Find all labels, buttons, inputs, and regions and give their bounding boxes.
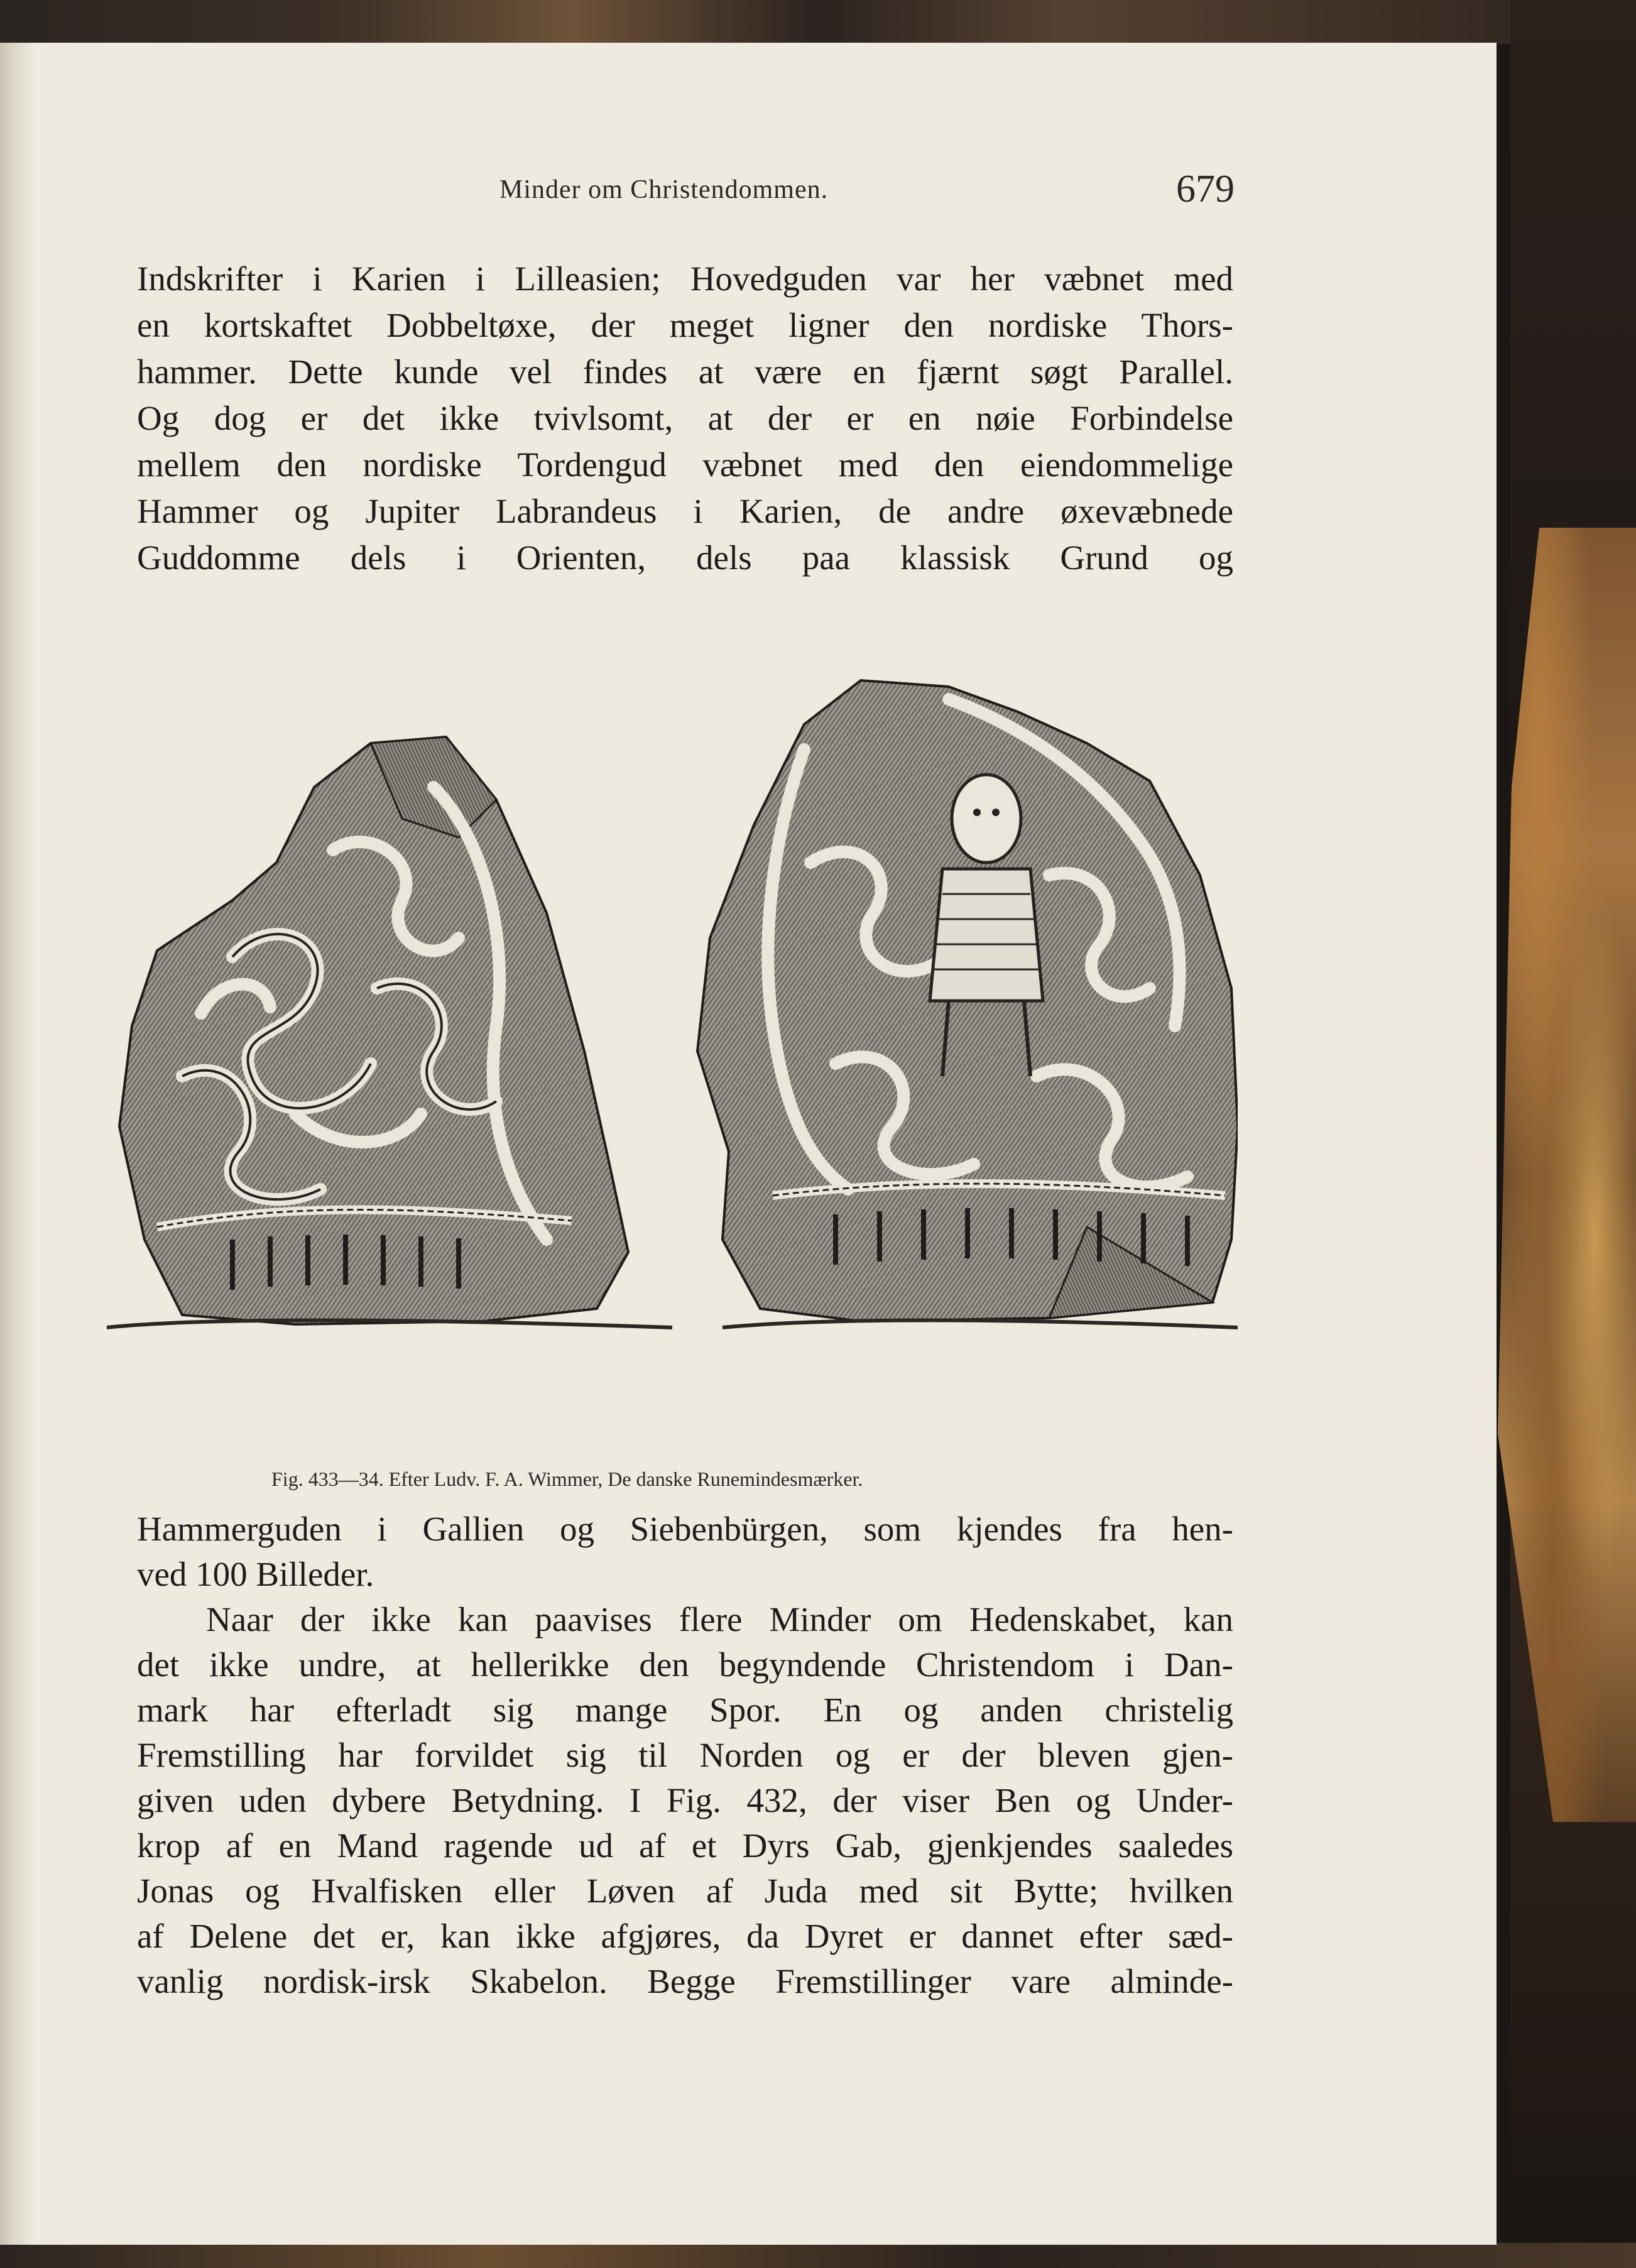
- text-line: Hammerguden i Gallien og Siebenbürgen, som kjendes fra hen-: [137, 1510, 1233, 1548]
- text-line: Naar der ikke kan paavises flere Minder om Hedenskabet, kan: [206, 1600, 1233, 1638]
- left-runestone: [107, 737, 672, 1328]
- text-line: Jonas og Hvalfisken eller Løven af Juda med sit Bytte; hvilken: [137, 1872, 1233, 1910]
- runestone-illustration: [107, 674, 1238, 1459]
- text-line: given uden dybere Betydning. I Fig. 432, der viser Ben og Under-: [137, 1781, 1233, 1819]
- text-line: Hammer og Jupiter Labrandeus i Karien, de andre øxevæbnede: [137, 492, 1233, 530]
- page-number: 679: [1176, 168, 1235, 210]
- page-gutter-shadow: [0, 43, 35, 2245]
- book-page: [0, 43, 1497, 2245]
- text-line: en kortskaftet Dobbeltøxe, der meget ligner den nordiske Thors-: [137, 306, 1233, 344]
- text-line: vanlig nordisk-irsk Skabelon. Begge Fremstillinger vare alminde-: [137, 1962, 1233, 2000]
- text-line: hammer. Dette kunde vel findes at være en fjærnt søgt Parallel.: [137, 352, 1233, 391]
- text-line: krop af en Mand ragende ud af et Dyrs Gab, gjenkjendes saaledes: [137, 1826, 1233, 1865]
- book-cover-bottom-edge: [0, 2243, 1636, 2268]
- text-line: Og dog er det ikke tvivlsomt, at der er en nøie Forbindelse: [137, 399, 1233, 437]
- text-line: mark har efterladt sig mange Spor. En og anden christelig: [137, 1691, 1233, 1729]
- text-line: Guddomme dels i Orienten, dels paa klassisk Grund og: [137, 538, 1233, 577]
- text-line: ved 100 Billeder.: [137, 1555, 374, 1593]
- right-runestone: [697, 680, 1238, 1328]
- text-line: mellem den nordiske Tordengud væbnet med den eiendommelige: [137, 445, 1233, 484]
- text-line: Fremstilling har forvildet sig til Norden og er der bleven gjen-: [137, 1736, 1233, 1774]
- running-header: Minder om Christendommen.: [499, 175, 829, 204]
- text-line: det ikke undre, at hellerikke den begyndende Christendom i Dan-: [137, 1645, 1233, 1684]
- text-line: Indskrifter i Karien i Lilleasien; Hovedguden var her væbnet med: [137, 259, 1233, 298]
- book-cover-top-edge: [0, 0, 1636, 44]
- figure-caption: Fig. 433—34. Efter Ludv. F. A. Wimmer, De danske Runemindesmærker.: [271, 1468, 863, 1490]
- text-line: af Delene det er, kan ikke afgjøres, da Dyret er dannet efter sæd-: [137, 1917, 1233, 1955]
